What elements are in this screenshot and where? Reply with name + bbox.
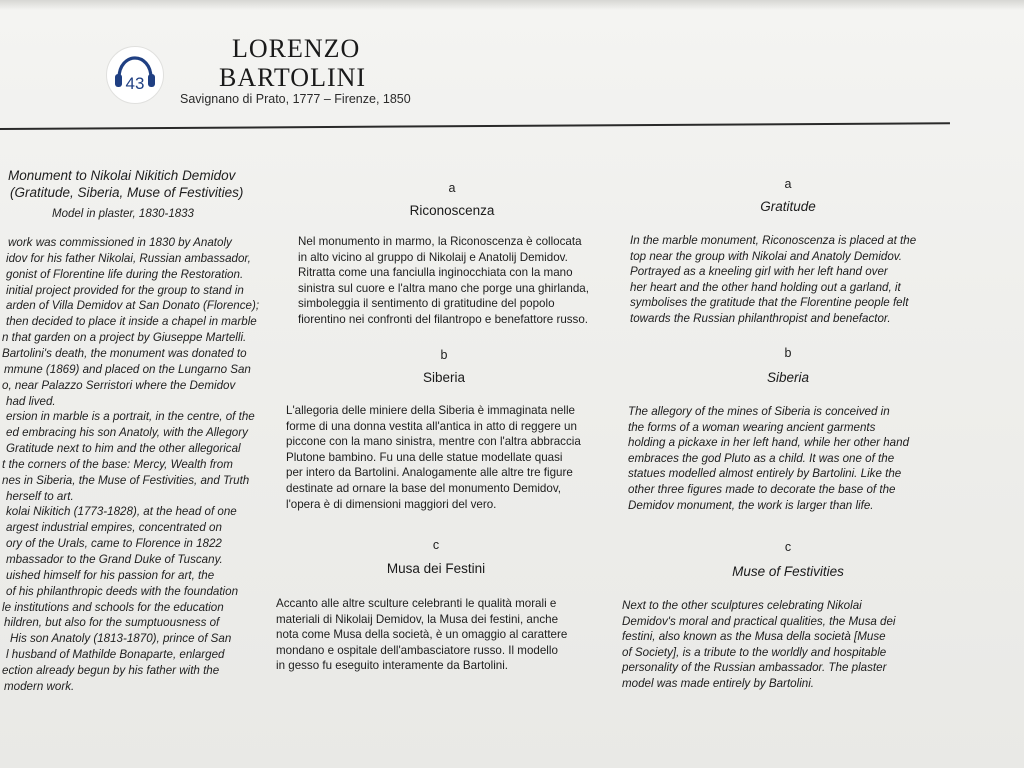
left-body-line: o, near Palazzo Serristori where the Demidov	[2, 378, 236, 392]
section-letter: c	[784, 540, 792, 554]
left-body-line: ory of the Urals, came to Florence in 1822	[6, 537, 222, 551]
left-body-line: ection already begun by his father with the	[2, 663, 220, 677]
text-line: Nel monumento in marmo, la Riconoscenza è collocata	[298, 235, 582, 248]
left-body-line: argest industrial empires, concentrated on	[6, 521, 222, 535]
text-line: fiorentino nei confronti del filantropo e benefattore russo.	[298, 312, 589, 326]
text-line: Demidov's moral and practical qualities, the Musa dei	[622, 614, 896, 628]
artist-name-line2: BARTOLINI	[219, 63, 367, 92]
left-body-line: had lived.	[6, 394, 56, 408]
text-line: of Society], is a tribute to the worldly and hospitable	[622, 645, 887, 659]
left-body-line: nes in Siberia, the Muse of Festivities, and Truth	[2, 473, 250, 487]
left-body-line: mmune (1869) and placed on the Lungarno San	[4, 362, 251, 376]
section-heading: Siberia	[422, 370, 466, 385]
text-line: destinate ad ornare la base del monumento Demidov,	[286, 481, 561, 495]
left-body-line: Bartolini's death, the monument was donated to	[2, 346, 247, 360]
section-letter: a	[448, 181, 456, 195]
section-text	[298, 234, 606, 328]
section-heading: Muse of Festivities	[732, 564, 844, 579]
left-body-line: herself to art.	[6, 489, 74, 503]
left-body-line: n that garden on a project by Giuseppe Martelli.	[2, 331, 247, 345]
left-body-line: l husband of Mathilde Bonaparte, enlarged	[6, 648, 225, 662]
text-line: Plutone bambino. Fu una delle statue modellate quasi	[286, 450, 563, 464]
section-text	[286, 403, 604, 512]
section-text	[628, 404, 956, 513]
section-text	[622, 598, 958, 692]
text-line: The allegory of the mines of Siberia is conceived in	[628, 405, 890, 418]
section-text	[630, 233, 954, 327]
section-text	[276, 596, 594, 674]
text-line: the forms of a woman wearing ancient garments	[628, 420, 876, 434]
left-body-line: arden of Villa Demidov at San Donato (Florence);	[6, 299, 260, 313]
left-body-line: ersion in marble is a portrait, in the centre, of the	[6, 410, 255, 424]
section-letter: b	[440, 348, 448, 362]
left-body-line: of his philanthropic deeds with the foundation	[6, 584, 239, 598]
text-line: embraces the god Pluto as a child. It was one of the	[628, 451, 895, 465]
left-body-line: idov for his father Nikolai, Russian ambassador,	[6, 251, 251, 265]
section-heading: Gratitude	[760, 199, 816, 214]
text-line: Accanto alle altre sculture celebranti le qualità morali e	[276, 597, 557, 610]
text-line: Ritratta come una fanciulla inginocchiata con la mano	[298, 266, 573, 280]
text-line: in gesso fu eseguito interamente da Bartolini.	[276, 659, 509, 673]
left-body-line: hildren, but also for the sumptuousness of	[4, 616, 220, 630]
text-line: Next to the other sculptures celebrating Nikolai	[622, 599, 862, 612]
text-line: In the marble monument, Riconoscenza is placed at the	[630, 234, 917, 247]
text-line: materiali di Nikolaij Demidov, la Musa dei festini, anche	[276, 612, 559, 626]
text-line: nota come Musa della società, è un omaggio al carattere	[276, 628, 568, 642]
section-letter: b	[784, 346, 792, 360]
text-line: sinistra sul cuore e l'altra mano che porge una ghirlanda,	[298, 281, 589, 295]
section-heading: Musa dei Festini	[386, 561, 486, 576]
left-body-line: then decided to place it inside a chapel in marble	[6, 315, 257, 329]
section-letter: c	[432, 538, 440, 552]
text-line: simboleggia il sentimento di gratitudine del popolo	[298, 297, 555, 311]
text-line: her heart and the other hand holding out a garland, it	[630, 280, 901, 294]
text-line: statues modelled almost entirely by Bartolini. Like the	[628, 467, 902, 481]
text-line: personality of the Russian ambassador. The plaster	[622, 661, 887, 675]
left-body-line: t the corners of the base: Mercy, Wealth from	[2, 457, 233, 471]
text-line: per intero da Bartolini. Analogamente alle altre tre figure	[286, 466, 573, 480]
text-line: other three figures made to decorate the base of the	[628, 482, 896, 496]
left-body-line: initial project provided for the group to stand in	[6, 283, 244, 297]
left-body-line: Gratitude next to him and the other allegorical	[6, 442, 241, 456]
left-body-line: ed embracing his son Anatoly, with the Allegory	[6, 426, 248, 440]
text-line: festini, also known as the Musa della società [Muse	[622, 630, 886, 644]
left-body-line: modern work.	[4, 679, 75, 693]
text-line: top near the group with Nikolai and Anatoly Demidov.	[630, 249, 902, 263]
section-letter: a	[784, 177, 792, 191]
section-heading: Siberia	[766, 370, 810, 385]
text-line: forme di una donna vestita all'antica in atto di reggere un	[286, 419, 577, 433]
artist-dates: Savignano di Prato, 1777 – Firenze, 1850	[180, 92, 411, 106]
left-body-line: gonist of Florentine life during the Restoration.	[6, 267, 244, 281]
text-line: towards the Russian philanthropist and benefactor.	[630, 311, 891, 325]
left-body-line: mbassador to the Grand Duke of Tuscany.	[6, 553, 223, 566]
left-body-line: His son Anatoly (1813-1870), prince of San	[10, 632, 232, 646]
text-line: in alto vicino al gruppo di Nikolaij e Anatolij Demidov.	[298, 250, 568, 264]
section-heading: Riconoscenza	[409, 203, 495, 218]
left-column	[0, 0, 270, 768]
work-title-line1: Monument to Nikolai Nikitich Demidov	[8, 168, 236, 183]
work-title-line2: (Gratitude, Siberia, Muse of Festivities)	[10, 185, 244, 200]
text-line: L'allegoria delle miniere della Siberia è immaginata nelle	[286, 404, 576, 417]
audio-number: 43	[125, 74, 145, 93]
left-body-line: le institutions and schools for the education	[2, 600, 224, 614]
text-line: l'opera è di dimensioni maggiori del vero.	[286, 497, 497, 511]
work-model: Model in plaster, 1830-1833	[52, 208, 194, 220]
left-body-line: kolai Nikitich (1773-1828), at the head of one	[6, 505, 237, 519]
text-line: mondano e ospitale dell'ambasciatore russo. Il modello	[276, 643, 558, 657]
text-line: piccone con la mano sinistra, mentre con l'altra abbraccia	[286, 435, 581, 449]
text-line: model was made entirely by Bartolini.	[622, 676, 815, 690]
left-body-line: uished himself for his passion for art, the	[6, 568, 215, 582]
text-line: symbolises the gratitude that the Florentine people felt	[630, 296, 909, 310]
artist-name-line1: LORENZO	[232, 34, 361, 63]
text-line: Demidov monument, the work is larger than life.	[628, 498, 874, 512]
text-line: holding a pickaxe in her left hand, while her other hand	[628, 436, 910, 450]
left-body-line: work was commissioned in 1830 by Anatoly	[8, 236, 232, 249]
text-line: Portrayed as a kneeling girl with her left hand over	[630, 265, 888, 279]
